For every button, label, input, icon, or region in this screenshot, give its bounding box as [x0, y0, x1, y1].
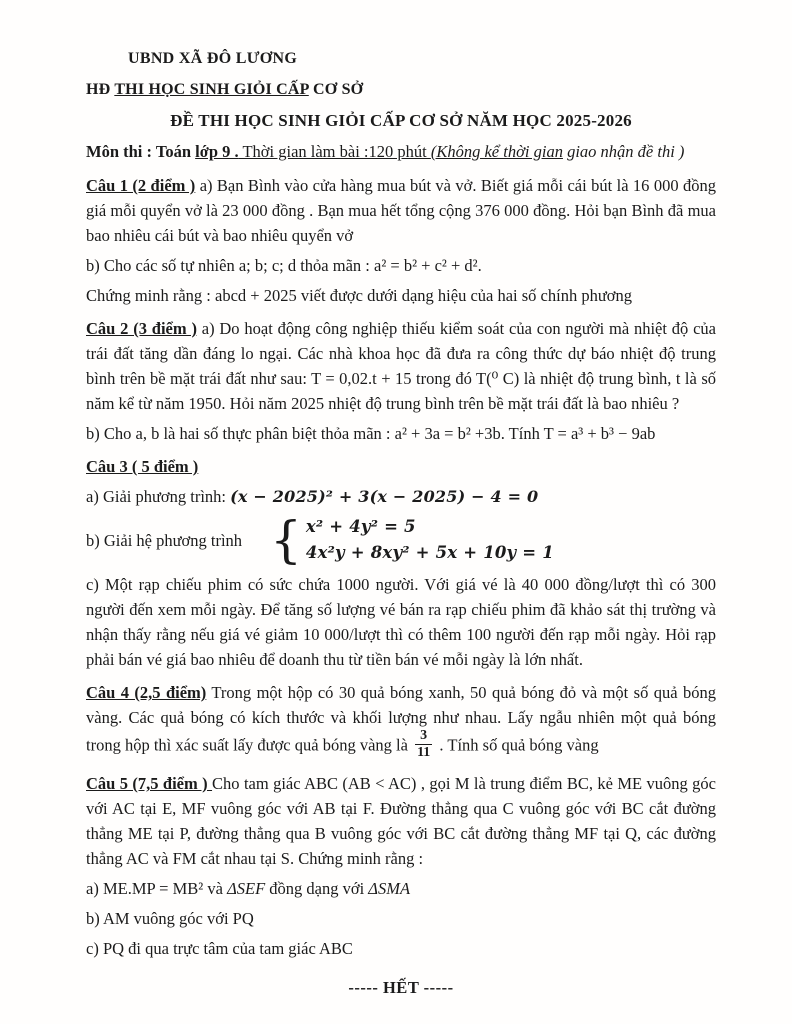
question-4-text-before: Trong một hộp có 30 quả bóng xanh, 50 quả bóng đỏ và một số quả bóng vàng. Các quả bóng có kích thước và khối lượng như nhau. Lấy ngẫu nhiên một quả bóng trong hộp thì xác suất lấy được quả bóng vàng là [86, 683, 716, 755]
subject-duration: Thời gian làm bài :120 phút [238, 142, 431, 161]
board-underlined: THI HỌC SINH GIỎI CẤP [114, 81, 309, 98]
question-5-part-a-mid: đồng dạng với [265, 879, 369, 899]
question-2-part-a [86, 316, 716, 416]
question-2-heading: Câu 2 (3 điểm ) [86, 319, 197, 338]
question-2-part-b: b) Cho a, b là hai số thực phân biệt thỏa mãn : a² + 3a = b² +3b. Tính T = a³ + b³ − 9ab [86, 424, 656, 443]
question-5-intro-text: Cho tam giác ABC (AB < AC) , gọi M là trung điểm BC, kẻ ME vuông góc với AC tại E, MF vuông góc với AB tại F. Đường thẳng qua C vuông góc với BC cắt đường thẳng ME tại P, đường thẳng qua B vuông góc với BC cắt đường thẳng MF tại Q, các đường thẳng AC và FM cắt nhau tại S. Chứng minh rằng : [86, 774, 716, 869]
system-equation-2: 4x²y + 8xy² + 5x + 10y = 1 [305, 543, 554, 562]
question-2 [86, 316, 716, 446]
probability-fraction [415, 728, 432, 761]
question-5-part-a-text: a) ME.MP = MB² và [86, 879, 228, 899]
triangle-sma: ΔSMA [368, 879, 411, 899]
question-1-part-b-conclusion: Chứng minh rằng : abcd + 2025 viết được dưới dạng hiệu của hai số chính phương [86, 286, 632, 305]
question-4 [86, 680, 716, 763]
triangle-sef: ΔSEF [227, 879, 266, 899]
question-3-part-b-label: b) Giải hệ phương trình [86, 530, 243, 550]
subject-note: giao nhận đề thi ) [562, 142, 685, 161]
fraction-denominator: 11 [417, 745, 431, 761]
subject-bold: Môn thi : Toán [86, 142, 196, 161]
equation-system [306, 514, 554, 566]
question-1-part-b: b) Cho các số tự nhiên a; b; c; d thỏa mãn : a² = b² + c² + d². [86, 256, 482, 275]
question-5-part-b: b) AM vuông góc với PQ [86, 909, 254, 929]
board-prefix: HĐ [86, 81, 115, 98]
board-suffix: CƠ SỞ [308, 81, 364, 98]
question-5-intro [86, 771, 716, 871]
subject-line [86, 139, 716, 164]
system-brace: { [270, 511, 302, 569]
subject-note-underlined: (Không kể thời gian [430, 142, 563, 161]
question-1-part-a-text: a) Bạn Bình vào cửa hàng mua bút và vở. Biết giá mỗi cái bút là 16 000 đồng giá mỗi quyển vở là 23 000 đồng . Bạn mua hết tổng cộng 376 000 đồng. Hỏi bạn Bình đã mua bao nhiêu cái bút và bao nhiêu quyển vở [86, 176, 716, 245]
subject-grade: lớp 9 . [195, 142, 239, 161]
question-3-part-a-equation: (x − 2025)² + 3(x − 2025) − 4 = 0 [230, 487, 539, 506]
question-4-text-after: . Tính số quả bóng vàng [435, 735, 599, 755]
question-3-part-b [86, 511, 716, 569]
question-3-part-a [86, 484, 716, 509]
system-equation-1: x² + 4y² = 5 [305, 517, 416, 536]
question-1-part-a [86, 173, 716, 248]
question-1 [86, 173, 716, 308]
exam-title: ĐỀ THI HỌC SINH GIỎI CẤP CƠ SỞ NĂM HỌC 2025-2026 [170, 111, 632, 130]
question-4-heading: Câu 4 (2,5 điểm) [86, 683, 207, 702]
question-5-part-a [86, 876, 716, 901]
question-3-heading-line [86, 454, 716, 479]
question-1-heading: Câu 1 (2 điểm ) [86, 176, 196, 195]
question-3-part-a-label: a) Giải phương trình: [86, 487, 231, 506]
board-line [86, 77, 716, 102]
question-3 [86, 454, 716, 672]
org-name: UBND XÃ ĐÔ LƯƠNG [128, 50, 298, 67]
fraction-numerator: 3 [420, 728, 428, 743]
question-5-part-c: c) PQ đi qua trực tâm của tam giác ABC [86, 939, 353, 959]
question-4-body [86, 680, 716, 763]
end-marker: ----- HẾT ----- [348, 978, 454, 998]
question-2-part-a-text: a) Do hoạt động công nghiệp thiếu kiểm soát của con người mà nhiệt độ của trái đất tăng dần đáng lo ngại. Các nhà khoa học đã đưa ra công thức dự báo nhiệt độ trung bình trên bề mặt trái đất như sau: T = 0,02.t + 15 trong đó T(⁰ C) là nhiệt độ trung bình, t là số năm kể từ năm 1950. Hỏi năm 2025 nhiệt độ trung bình trên bề mặt trái đất là bao nhiêu ? [86, 319, 716, 413]
question-3-heading: Câu 3 ( 5 điểm ) [86, 457, 199, 476]
question-5-heading: Câu 5 (7,5 điểm ) [86, 774, 213, 794]
question-3-part-c: c) Một rạp chiếu phim có sức chứa 1000 người. Với giá vé là 40 000 đồng/lượt thì có 300 người đến xem mỗi ngày. Để tăng số lượng vé bán ra rạp chiếu phim đã khảo sát thị trường và nhận thấy rằng nếu giá vé giảm 10 000/lượt thì có thêm 100 người đến rạp mỗi ngày. Hỏi rạp phải bán vé giá bao nhiêu để doanh thu từ tiền bán vé mỗi ngày là lớn nhất. [86, 575, 716, 669]
question-5 [86, 771, 716, 961]
